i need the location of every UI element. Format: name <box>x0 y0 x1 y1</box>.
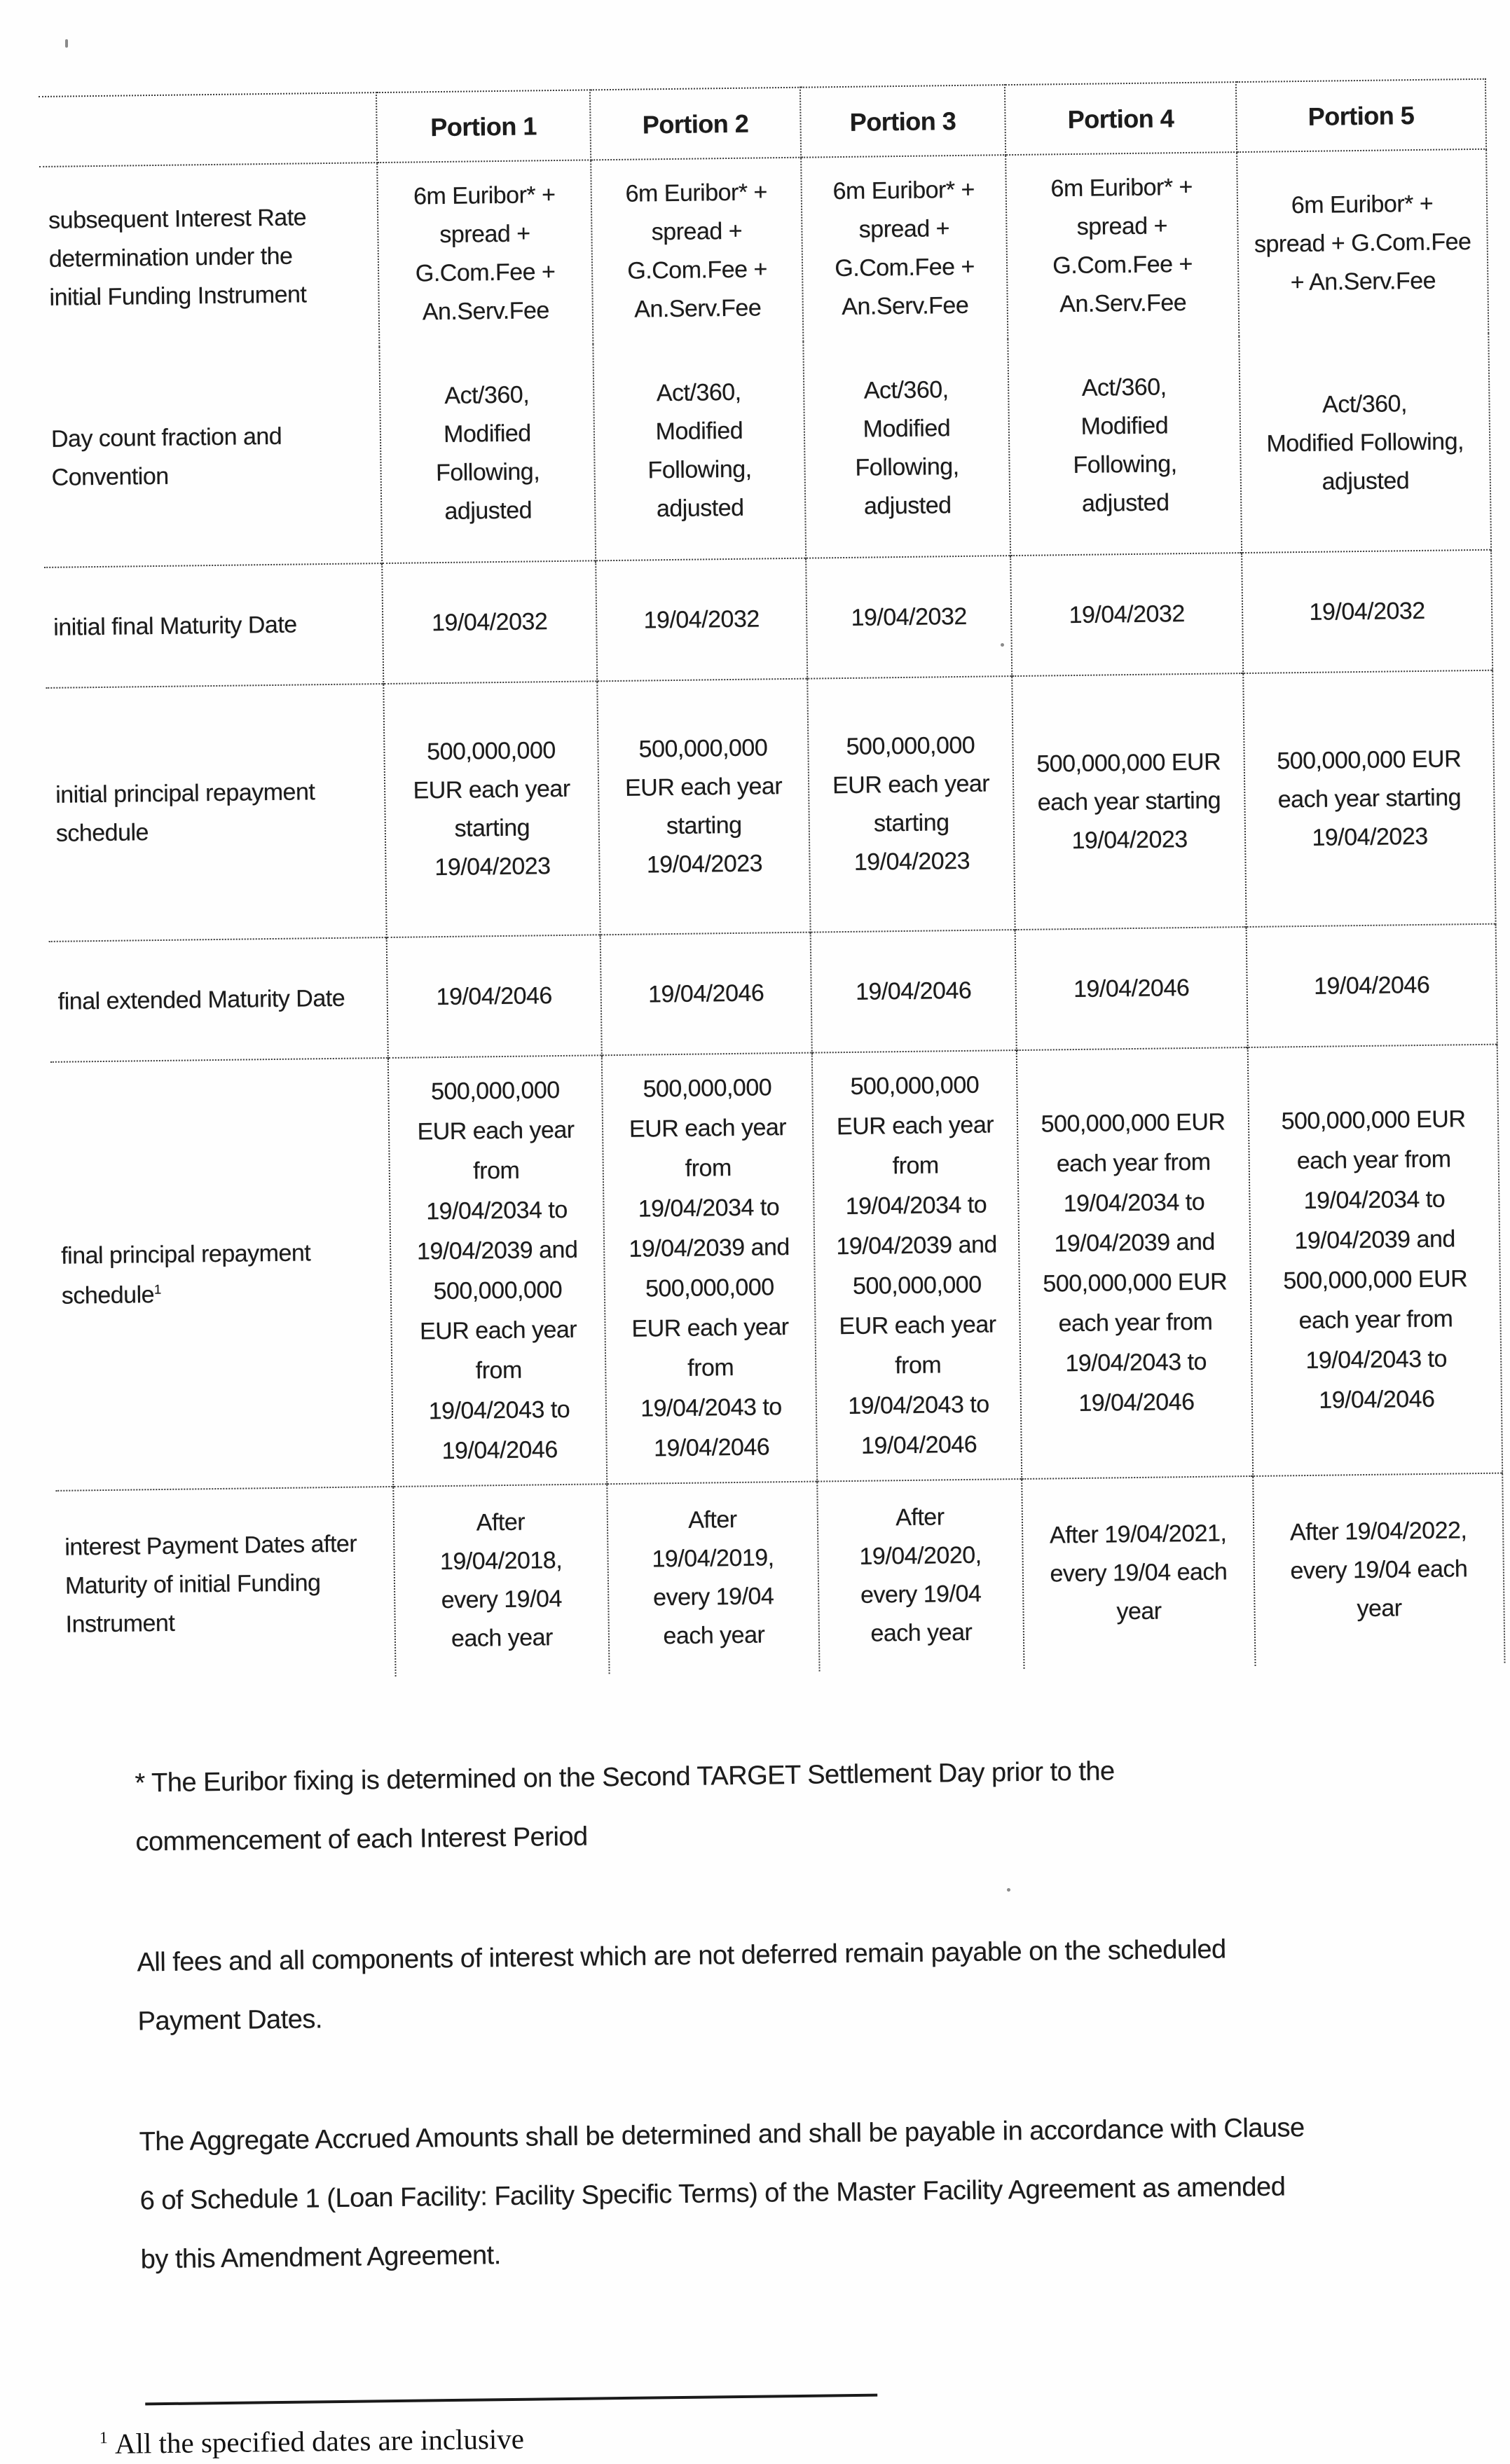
cell-portion-2: 6m Euribor* + spread + G.Com.Fee + An.Serv.Fee <box>591 158 803 345</box>
cell-portion-3: 500,000,000 EUR each year from 19/04/2034 to 19/04/2039 and 500,000,000 EUR each year from 19/04/2043 to 19/04/2046 <box>812 1050 1022 1482</box>
row-label: initial final Maturity Date <box>44 563 383 688</box>
scan-speck <box>1001 643 1004 647</box>
cell-portion-4: Act/360, Modified Following, adjusted <box>1008 336 1242 556</box>
cell-portion-5: 19/04/2032 <box>1242 550 1492 673</box>
scan-speck <box>65 39 68 48</box>
row-label: interest Payment Dates after Maturity of initial Funding Instrument <box>55 1487 395 1681</box>
notes-block <box>134 1679 1431 2351</box>
cell-portion-2: 500,000,000 EUR each year starting 19/04/2023 <box>597 679 810 935</box>
cell-portion-2: 19/04/2046 <box>600 932 812 1056</box>
column-header-portion-3: Portion 3 <box>800 85 1005 158</box>
cell-portion-2: Act/360, Modified Following, adjusted <box>593 342 806 561</box>
cell-portion-5: Act/360, Modified Following, adjusted <box>1239 333 1491 553</box>
footnote-text <box>99 2407 1510 2463</box>
footnote-body: All the specified dates are inclusive <box>114 2422 525 2460</box>
cell-portion-3: 19/04/2046 <box>811 930 1017 1053</box>
row-label-text: final principal repayment schedule <box>60 1239 311 1309</box>
cell-portion-1: 500,000,000 EUR each year from 19/04/2034 to 19/04/2039 and 500,000,000 EUR each year from 19/04/2043 to 19/04/2046 <box>388 1055 607 1487</box>
footnote-separator-rule <box>145 2394 877 2406</box>
cell-portion-2: 19/04/2032 <box>596 558 807 682</box>
row-label <box>50 1058 393 1491</box>
row-interest-rate-determination <box>39 149 1488 351</box>
cell-portion-3: After 19/04/2020, every 19/04 each year <box>817 1479 1024 1672</box>
cell-portion-2: After 19/04/2019, every 19/04 each year <box>607 1482 819 1674</box>
cell-portion-5: 500,000,000 EUR each year from 19/04/2034 to 19/04/2039 and 500,000,000 EUR each year from 19/04/2043 to 19/04/2046 <box>1248 1045 1502 1476</box>
document-sheet <box>39 78 1510 2464</box>
column-header-blank <box>39 92 377 167</box>
row-initial-final-maturity-date <box>44 550 1492 688</box>
scan-speck <box>1007 1888 1010 1892</box>
cell-portion-1: 19/04/2032 <box>382 560 597 684</box>
row-label: final extended Maturity Date <box>49 937 388 1062</box>
column-header-portion-2: Portion 2 <box>590 88 801 160</box>
cell-portion-5: 19/04/2046 <box>1247 924 1497 1047</box>
row-label: subsequent Interest Rate determination under the initial Funding Instrument <box>39 163 379 351</box>
cell-portion-4: 19/04/2046 <box>1015 927 1248 1050</box>
row-label: Day count fraction and Convention <box>41 347 382 567</box>
cell-portion-3: 500,000,000 EUR each year starting 19/04/2023 <box>807 676 1015 932</box>
footnote-marker: 1 <box>99 2429 109 2448</box>
cell-portion-1: 6m Euribor* + spread + G.Com.Fee + An.Serv.Fee <box>377 160 593 347</box>
column-header-portion-1: Portion 1 <box>376 90 591 163</box>
footnote-reference: 1 <box>153 1281 161 1297</box>
cell-portion-4: 500,000,000 EUR each year from 19/04/2034 to 19/04/2039 and 500,000,000 EUR each year from 19/04/2043 to 19/04/2046 <box>1017 1047 1253 1479</box>
loan-portions-table <box>39 78 1505 1681</box>
cell-portion-5: 6m Euribor* + spread + G.Com.Fee + An.Serv.Fee <box>1237 149 1488 336</box>
column-header-portion-4: Portion 4 <box>1005 82 1237 155</box>
cell-portion-3: 6m Euribor* + spread + G.Com.Fee + An.Serv.Fee <box>801 155 1008 342</box>
cell-portion-3: 19/04/2032 <box>806 556 1012 679</box>
cell-portion-5: After 19/04/2022, every 19/04 each year <box>1253 1473 1504 1666</box>
cell-portion-1: 500,000,000 EUR each year starting 19/04/2023 <box>383 681 600 937</box>
row-initial-principal-repayment <box>46 670 1495 942</box>
cell-portion-4: 19/04/2032 <box>1010 553 1243 676</box>
note-aggregate-accrued: The Aggregate Accrued Amounts shall be determined and shall be payable in accordance with Clause 6 of Schedule 1 (Loan Facility: Facility Specific Terms) of the Master Facility Agreement as amended by this Amendment Agreement. <box>139 2113 1305 2275</box>
cell-portion-4: 6m Euribor* + spread + G.Com.Fee + An.Serv.Fee <box>1005 152 1239 339</box>
cell-portion-4: 500,000,000 EUR each year starting 19/04/2023 <box>1012 673 1246 930</box>
cell-portion-1: 19/04/2046 <box>387 935 602 1058</box>
note-euribor-fixing: * The Euribor fixing is determined on the Second TARGET Settlement Day prior to the commencement of each Interest Period <box>135 1756 1115 1857</box>
row-label: initial principal repayment schedule <box>46 684 386 942</box>
row-final-extended-maturity-date <box>49 924 1497 1062</box>
column-header-portion-5: Portion 5 <box>1236 79 1486 152</box>
cell-portion-2: 500,000,000 EUR each year from 19/04/2034 to 19/04/2039 and 500,000,000 EUR each year from 19/04/2043 to 19/04/2046 <box>602 1053 817 1485</box>
row-day-count-fraction <box>41 333 1491 567</box>
cell-portion-1: After 19/04/2018, every 19/04 each year <box>393 1484 609 1677</box>
cell-portion-4: After 19/04/2021, every 19/04 each year <box>1022 1476 1255 1669</box>
cell-portion-3: Act/360, Modified Following, adjusted <box>803 339 1010 558</box>
note-fees-payable: All fees and all components of interest which are not deferred remain payable on the scheduled Payment Dates. <box>137 1934 1226 2037</box>
cell-portion-1: Act/360, Modified Following, adjusted <box>379 344 596 563</box>
row-interest-payment-dates <box>55 1473 1504 1681</box>
cell-portion-5: 500,000,000 EUR each year starting 19/04/2023 <box>1243 670 1495 927</box>
row-final-principal-repayment <box>50 1045 1502 1491</box>
